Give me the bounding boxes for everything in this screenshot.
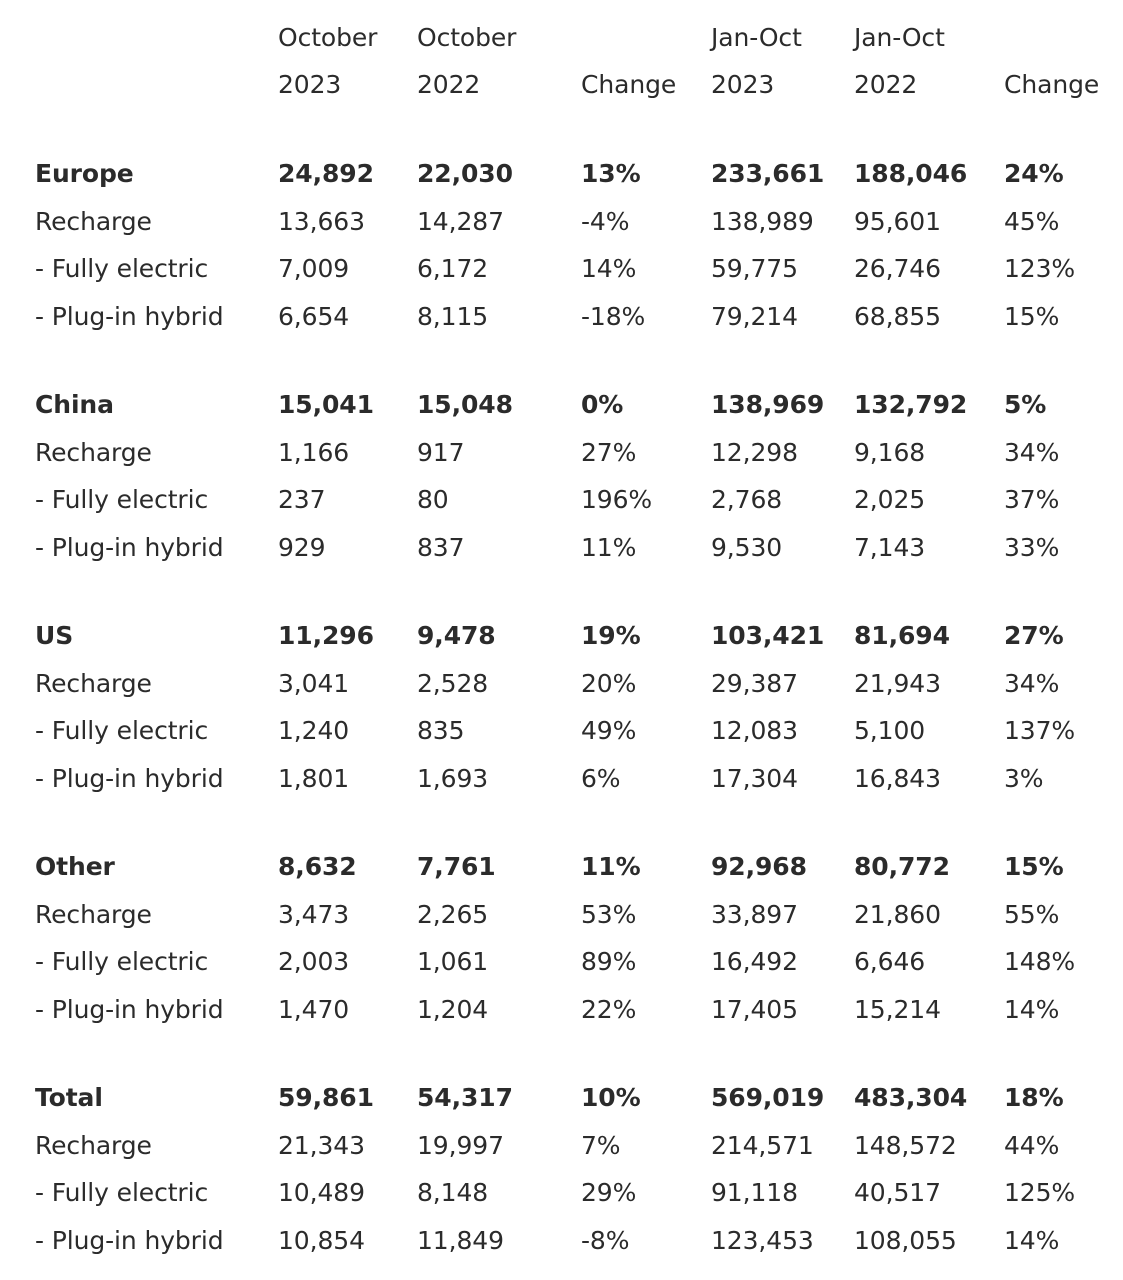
ytd-change-cell: 14% bbox=[1004, 994, 1060, 1024]
monthly-change-cell: 11% bbox=[581, 852, 641, 881]
ytd-2023-cell: 138,969 bbox=[711, 390, 825, 419]
ytd-2023-cell: 123,453 bbox=[711, 1225, 814, 1255]
monthly-change-cell: 27% bbox=[581, 437, 637, 467]
ytd-change-cell: 55% bbox=[1004, 899, 1060, 929]
row-label-cell: China bbox=[35, 390, 114, 419]
fully-electric-row bbox=[0, 1169, 1123, 1216]
monthly-change-cell: -4% bbox=[581, 206, 630, 236]
recharge-row bbox=[0, 198, 1123, 245]
fully-electric-row bbox=[0, 938, 1123, 985]
october-2022-cell: 1,693 bbox=[417, 763, 489, 793]
row-label-cell: Recharge bbox=[35, 437, 152, 467]
ytd-2022-cell: 40,517 bbox=[854, 1178, 941, 1207]
october-2023-cell: 2,003 bbox=[278, 947, 350, 976]
october-2023-cell: 59,861 bbox=[278, 1083, 374, 1112]
october-2023-cell: 1,166 bbox=[278, 437, 350, 467]
ytd-change-cell: 33% bbox=[1004, 532, 1060, 562]
ytd-2022-cell: 21,943 bbox=[854, 668, 941, 698]
region-total-row bbox=[0, 150, 1123, 197]
header-october-2022-line1: October bbox=[417, 23, 517, 52]
row-label-cell: - Fully electric bbox=[35, 716, 209, 745]
october-2023-cell: 13,663 bbox=[278, 206, 365, 236]
ytd-change-cell: 15% bbox=[1004, 852, 1064, 881]
ytd-2022-cell: 16,843 bbox=[854, 763, 941, 793]
ytd-2022-cell: 2,025 bbox=[854, 485, 926, 514]
header-ytd-2022-line2: 2022 bbox=[854, 70, 918, 99]
ytd-2022-cell: 95,601 bbox=[854, 206, 941, 236]
monthly-change-cell: -8% bbox=[581, 1225, 630, 1255]
header-october-2022-line2: 2022 bbox=[417, 70, 481, 99]
ytd-change-cell: 148% bbox=[1004, 947, 1076, 976]
monthly-change-cell: 29% bbox=[581, 1178, 637, 1207]
ytd-change-cell: 5% bbox=[1004, 390, 1047, 419]
ytd-2023-cell: 233,661 bbox=[711, 159, 825, 188]
october-2023-cell: 21,343 bbox=[278, 1130, 365, 1160]
october-2023-cell: 7,009 bbox=[278, 254, 350, 283]
header-october-2023-line2: 2023 bbox=[278, 70, 342, 99]
october-2022-cell: 1,061 bbox=[417, 947, 489, 976]
october-2022-cell: 835 bbox=[417, 716, 465, 745]
monthly-change-cell: 53% bbox=[581, 899, 637, 929]
ytd-change-cell: 15% bbox=[1004, 301, 1060, 331]
ytd-change-cell: 44% bbox=[1004, 1130, 1060, 1160]
october-2023-cell: 10,489 bbox=[278, 1178, 365, 1207]
header-ytd-2023-line2: 2023 bbox=[711, 70, 775, 99]
october-2022-cell: 19,997 bbox=[417, 1130, 504, 1160]
row-label-cell: - Plug-in hybrid bbox=[35, 994, 224, 1024]
ytd-2022-cell: 80,772 bbox=[854, 852, 950, 881]
october-2023-cell: 1,801 bbox=[278, 763, 350, 793]
october-2022-cell: 9,478 bbox=[417, 621, 496, 650]
ytd-2023-cell: 214,571 bbox=[711, 1130, 814, 1160]
row-label-cell: - Fully electric bbox=[35, 947, 209, 976]
ytd-2022-cell: 5,100 bbox=[854, 716, 926, 745]
ytd-2023-cell: 33,897 bbox=[711, 899, 798, 929]
ytd-change-cell: 125% bbox=[1004, 1178, 1076, 1207]
monthly-change-cell: 14% bbox=[581, 254, 637, 283]
october-2023-cell: 929 bbox=[278, 532, 326, 562]
october-2023-cell: 3,473 bbox=[278, 899, 350, 929]
recharge-row bbox=[0, 660, 1123, 707]
ytd-2022-cell: 6,646 bbox=[854, 947, 926, 976]
monthly-change-cell: 7% bbox=[581, 1130, 621, 1160]
row-label-cell: - Plug-in hybrid bbox=[35, 532, 224, 562]
ytd-change-cell: 137% bbox=[1004, 716, 1076, 745]
ytd-2022-cell: 9,168 bbox=[854, 437, 926, 467]
monthly-change-cell: 11% bbox=[581, 532, 637, 562]
monthly-change-cell: 20% bbox=[581, 668, 637, 698]
october-2022-cell: 8,148 bbox=[417, 1178, 489, 1207]
monthly-change-cell: 0% bbox=[581, 390, 624, 419]
region-total-row bbox=[0, 843, 1123, 890]
ytd-2023-cell: 59,775 bbox=[711, 254, 798, 283]
october-2022-cell: 837 bbox=[417, 532, 465, 562]
monthly-change-cell: 196% bbox=[581, 485, 653, 514]
monthly-change-cell: 10% bbox=[581, 1083, 641, 1112]
ytd-change-cell: 24% bbox=[1004, 159, 1064, 188]
monthly-change-cell: 49% bbox=[581, 716, 637, 745]
october-2023-cell: 8,632 bbox=[278, 852, 357, 881]
plug-in-hybrid-row bbox=[0, 293, 1123, 340]
ytd-2022-cell: 188,046 bbox=[854, 159, 968, 188]
october-2023-cell: 3,041 bbox=[278, 668, 350, 698]
plug-in-hybrid-row bbox=[0, 986, 1123, 1033]
october-2023-cell: 6,654 bbox=[278, 301, 350, 331]
header-monthly-change: Change bbox=[581, 70, 677, 99]
header-ytd-2022-line1: Jan-Oct bbox=[854, 23, 945, 52]
plug-in-hybrid-row bbox=[0, 524, 1123, 571]
october-2022-cell: 917 bbox=[417, 437, 465, 467]
header-ytd-2023-line1: Jan-Oct bbox=[711, 23, 802, 52]
ytd-change-cell: 14% bbox=[1004, 1225, 1060, 1255]
ytd-2022-cell: 68,855 bbox=[854, 301, 941, 331]
ytd-2023-cell: 12,083 bbox=[711, 716, 798, 745]
october-2022-cell: 54,317 bbox=[417, 1083, 513, 1112]
ytd-2023-cell: 12,298 bbox=[711, 437, 798, 467]
october-2022-cell: 80 bbox=[417, 485, 449, 514]
ytd-2023-cell: 9,530 bbox=[711, 532, 783, 562]
recharge-row bbox=[0, 429, 1123, 476]
ytd-change-cell: 45% bbox=[1004, 206, 1060, 236]
row-label-cell: Recharge bbox=[35, 206, 152, 236]
ytd-change-cell: 3% bbox=[1004, 763, 1044, 793]
october-2022-cell: 8,115 bbox=[417, 301, 489, 331]
row-label-cell: Recharge bbox=[35, 1130, 152, 1160]
october-2023-cell: 10,854 bbox=[278, 1225, 365, 1255]
row-label-cell: US bbox=[35, 621, 74, 650]
october-2022-cell: 1,204 bbox=[417, 994, 489, 1024]
ytd-change-cell: 27% bbox=[1004, 621, 1064, 650]
ytd-2023-cell: 17,405 bbox=[711, 994, 798, 1024]
october-2022-cell: 14,287 bbox=[417, 206, 504, 236]
ytd-2023-cell: 103,421 bbox=[711, 621, 825, 650]
ytd-2023-cell: 92,968 bbox=[711, 852, 807, 881]
ytd-2023-cell: 91,118 bbox=[711, 1178, 798, 1207]
row-label-cell: Recharge bbox=[35, 899, 152, 929]
row-label-cell: Europe bbox=[35, 159, 134, 188]
ytd-2022-cell: 81,694 bbox=[854, 621, 950, 650]
recharge-row bbox=[0, 891, 1123, 938]
header-october-2023-line1: October bbox=[278, 23, 378, 52]
row-label-cell: Total bbox=[35, 1083, 103, 1112]
row-label-cell: - Fully electric bbox=[35, 485, 209, 514]
row-label-cell: - Fully electric bbox=[35, 1178, 209, 1207]
fully-electric-row bbox=[0, 245, 1123, 292]
row-label-cell: - Plug-in hybrid bbox=[35, 1225, 224, 1255]
monthly-change-cell: 22% bbox=[581, 994, 637, 1024]
ytd-2022-cell: 108,055 bbox=[854, 1225, 957, 1255]
ytd-2022-cell: 132,792 bbox=[854, 390, 968, 419]
recharge-row bbox=[0, 1122, 1123, 1169]
october-2022-cell: 2,528 bbox=[417, 668, 489, 698]
october-2023-cell: 24,892 bbox=[278, 159, 374, 188]
row-label-cell: - Plug-in hybrid bbox=[35, 301, 224, 331]
october-2023-cell: 1,470 bbox=[278, 994, 350, 1024]
ytd-change-cell: 34% bbox=[1004, 437, 1060, 467]
row-label-cell: Recharge bbox=[35, 668, 152, 698]
ytd-2023-cell: 569,019 bbox=[711, 1083, 825, 1112]
monthly-change-cell: 6% bbox=[581, 763, 621, 793]
ytd-2023-cell: 17,304 bbox=[711, 763, 798, 793]
ytd-2023-cell: 2,768 bbox=[711, 485, 783, 514]
ytd-change-cell: 37% bbox=[1004, 485, 1060, 514]
header-ytd-change: Change bbox=[1004, 70, 1100, 99]
region-total-row bbox=[0, 1074, 1123, 1121]
table-header bbox=[0, 0, 1123, 120]
ytd-2022-cell: 483,304 bbox=[854, 1083, 968, 1112]
october-2022-cell: 11,849 bbox=[417, 1225, 504, 1255]
october-2023-cell: 237 bbox=[278, 485, 326, 514]
ytd-change-cell: 34% bbox=[1004, 668, 1060, 698]
row-label-cell: Other bbox=[35, 852, 115, 881]
ytd-2023-cell: 16,492 bbox=[711, 947, 798, 976]
monthly-change-cell: -18% bbox=[581, 301, 646, 331]
ytd-2023-cell: 29,387 bbox=[711, 668, 798, 698]
monthly-change-cell: 19% bbox=[581, 621, 641, 650]
row-label-cell: - Plug-in hybrid bbox=[35, 763, 224, 793]
october-2023-cell: 15,041 bbox=[278, 390, 374, 419]
row-label-cell: - Fully electric bbox=[35, 254, 209, 283]
plug-in-hybrid-row bbox=[0, 1217, 1123, 1264]
ytd-2022-cell: 21,860 bbox=[854, 899, 941, 929]
ytd-2023-cell: 79,214 bbox=[711, 301, 798, 331]
fully-electric-row bbox=[0, 476, 1123, 523]
ytd-2022-cell: 7,143 bbox=[854, 532, 926, 562]
ytd-change-cell: 123% bbox=[1004, 254, 1076, 283]
october-2022-cell: 7,761 bbox=[417, 852, 496, 881]
monthly-change-cell: 89% bbox=[581, 947, 637, 976]
monthly-change-cell: 13% bbox=[581, 159, 641, 188]
october-2022-cell: 15,048 bbox=[417, 390, 513, 419]
october-2022-cell: 22,030 bbox=[417, 159, 513, 188]
october-2023-cell: 11,296 bbox=[278, 621, 374, 650]
ytd-change-cell: 18% bbox=[1004, 1083, 1064, 1112]
october-2023-cell: 1,240 bbox=[278, 716, 350, 745]
region-total-row bbox=[0, 612, 1123, 659]
ytd-2022-cell: 26,746 bbox=[854, 254, 941, 283]
fully-electric-row bbox=[0, 707, 1123, 754]
region-total-row bbox=[0, 381, 1123, 428]
ytd-2023-cell: 138,989 bbox=[711, 206, 814, 236]
october-2022-cell: 6,172 bbox=[417, 254, 489, 283]
october-2022-cell: 2,265 bbox=[417, 899, 489, 929]
ytd-2022-cell: 148,572 bbox=[854, 1130, 957, 1160]
ytd-2022-cell: 15,214 bbox=[854, 994, 941, 1024]
plug-in-hybrid-row bbox=[0, 755, 1123, 802]
